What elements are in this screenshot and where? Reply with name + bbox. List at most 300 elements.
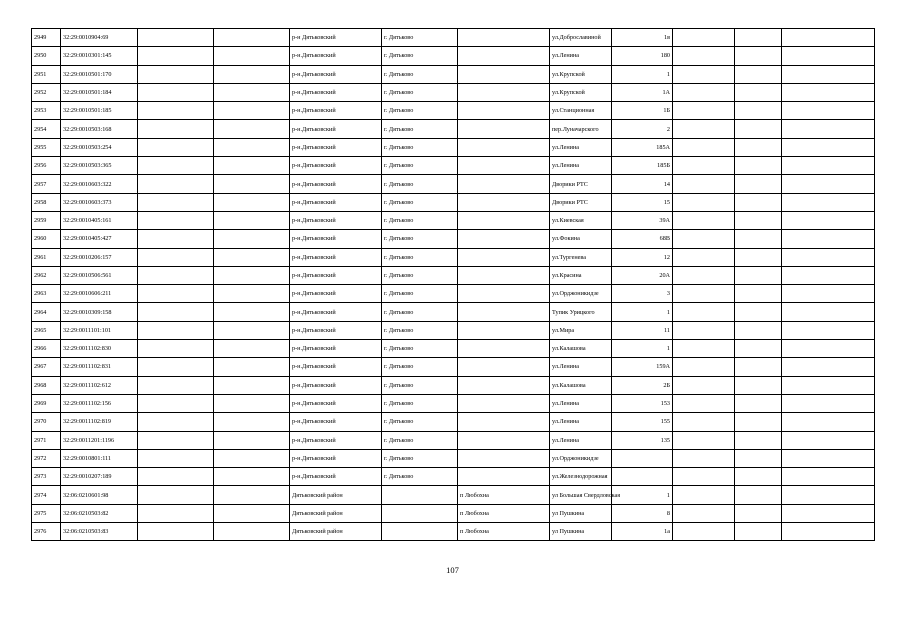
city-cell: г. Дятьково — [382, 285, 458, 303]
empty-cell — [673, 394, 735, 412]
empty-cell — [138, 413, 214, 431]
empty-cell — [735, 449, 782, 467]
city-cell: г. Дятьково — [382, 120, 458, 138]
empty-cell — [735, 413, 782, 431]
table-row — [32, 120, 875, 138]
empty-cell — [673, 486, 735, 504]
empty-cell — [214, 193, 290, 211]
house-number-cell: 68В — [612, 230, 673, 248]
district-cell: р-н.Дятьковский — [290, 431, 382, 449]
settlement-cell — [458, 266, 550, 284]
empty-cell — [214, 65, 290, 83]
empty-cell — [214, 47, 290, 65]
settlement-cell: п Любохна — [458, 504, 550, 522]
house-number-cell: 185Б — [612, 157, 673, 175]
table-row — [32, 340, 875, 358]
row-number-cell: 2968 — [32, 376, 61, 394]
row-number-cell: 2961 — [32, 248, 61, 266]
district-cell: р-н.Дятьковский — [290, 175, 382, 193]
city-cell: г. Дятьково — [382, 193, 458, 211]
settlement-cell: п Любохна — [458, 523, 550, 541]
settlement-cell — [458, 83, 550, 101]
district-cell: р-н.Дятьковский — [290, 266, 382, 284]
street-cell: ул Пушкина — [550, 523, 612, 541]
street-cell: ул.Ленина — [550, 157, 612, 175]
empty-cell — [735, 303, 782, 321]
empty-cell — [735, 340, 782, 358]
city-cell: г. Дятьково — [382, 449, 458, 467]
row-number-cell: 2957 — [32, 175, 61, 193]
city-cell: г. Дятьково — [382, 29, 458, 47]
cadastral-number-cell: 32:29:0010206:157 — [61, 248, 138, 266]
empty-cell — [782, 29, 875, 47]
table-row — [32, 157, 875, 175]
district-cell: р-н.Дятьковский — [290, 358, 382, 376]
cadastral-number-cell: 32:29:0010503:254 — [61, 138, 138, 156]
table-row — [32, 321, 875, 339]
empty-cell — [782, 523, 875, 541]
empty-cell — [138, 376, 214, 394]
empty-cell — [214, 303, 290, 321]
city-cell: г. Дятьково — [382, 211, 458, 229]
district-cell: р-н Дятьковский — [290, 29, 382, 47]
empty-cell — [138, 248, 214, 266]
table-row — [32, 248, 875, 266]
house-number-cell: 11 — [612, 321, 673, 339]
city-cell: г. Дятьково — [382, 175, 458, 193]
empty-cell — [735, 230, 782, 248]
settlement-cell — [458, 230, 550, 248]
row-number-cell: 2962 — [32, 266, 61, 284]
empty-cell — [138, 486, 214, 504]
cadastral-number-cell: 32:06:0210503:83 — [61, 523, 138, 541]
empty-cell — [782, 120, 875, 138]
street-cell: ул.Ленина — [550, 138, 612, 156]
city-cell: г. Дятьково — [382, 138, 458, 156]
city-cell: г. Дятьково — [382, 102, 458, 120]
empty-cell — [782, 65, 875, 83]
empty-cell — [138, 431, 214, 449]
table-row — [32, 303, 875, 321]
empty-cell — [214, 29, 290, 47]
empty-cell — [214, 211, 290, 229]
empty-cell — [735, 193, 782, 211]
row-number-cell: 2954 — [32, 120, 61, 138]
empty-cell — [782, 230, 875, 248]
street-cell: ул.Доброславиной — [550, 29, 612, 47]
empty-cell — [735, 394, 782, 412]
empty-cell — [138, 211, 214, 229]
city-cell: г. Дятьково — [382, 230, 458, 248]
row-number-cell: 2950 — [32, 47, 61, 65]
settlement-cell — [458, 285, 550, 303]
table-row — [32, 449, 875, 467]
street-cell: ул.Железнодорожная — [550, 468, 612, 486]
empty-cell — [673, 523, 735, 541]
district-cell: р-н.Дятьковский — [290, 211, 382, 229]
district-cell: р-н.Дятьковский — [290, 340, 382, 358]
street-cell: Дворики РТС — [550, 193, 612, 211]
empty-cell — [782, 413, 875, 431]
district-cell: Дятьковский район — [290, 504, 382, 522]
empty-cell — [782, 376, 875, 394]
settlement-cell — [458, 193, 550, 211]
city-cell: г. Дятьково — [382, 266, 458, 284]
row-number-cell: 2949 — [32, 29, 61, 47]
empty-cell — [138, 358, 214, 376]
row-number-cell: 2976 — [32, 523, 61, 541]
empty-cell — [214, 248, 290, 266]
empty-cell — [782, 47, 875, 65]
district-cell: р-н.Дятьковский — [290, 102, 382, 120]
street-cell: ул.Красина — [550, 266, 612, 284]
cadastral-number-cell: 32:29:0011102:831 — [61, 358, 138, 376]
district-cell: р-н.Дятьковский — [290, 285, 382, 303]
empty-cell — [673, 321, 735, 339]
city-cell: г. Дятьково — [382, 83, 458, 101]
city-cell: г. Дятьково — [382, 47, 458, 65]
empty-cell — [214, 413, 290, 431]
empty-cell — [673, 504, 735, 522]
house-number-cell: 185А — [612, 138, 673, 156]
empty-cell — [673, 211, 735, 229]
cadastral-number-cell: 32:06:0210503:82 — [61, 504, 138, 522]
table-row — [32, 211, 875, 229]
house-number-cell: 1 — [612, 65, 673, 83]
city-cell: г. Дятьково — [382, 65, 458, 83]
cadastral-number-cell: 32:29:0010904:69 — [61, 29, 138, 47]
table-row — [32, 193, 875, 211]
table-row — [32, 431, 875, 449]
empty-cell — [673, 358, 735, 376]
settlement-cell — [458, 449, 550, 467]
table-row — [32, 230, 875, 248]
house-number-cell: 155 — [612, 413, 673, 431]
row-number-cell: 2956 — [32, 157, 61, 175]
empty-cell — [214, 486, 290, 504]
row-number-cell: 2959 — [32, 211, 61, 229]
district-cell: р-н.Дятьковский — [290, 321, 382, 339]
house-number-cell: 2Б — [612, 376, 673, 394]
empty-cell — [782, 358, 875, 376]
row-number-cell: 2972 — [32, 449, 61, 467]
settlement-cell — [458, 468, 550, 486]
district-cell: р-н.Дятьковский — [290, 394, 382, 412]
empty-cell — [138, 120, 214, 138]
settlement-cell — [458, 340, 550, 358]
empty-cell — [138, 65, 214, 83]
empty-cell — [673, 285, 735, 303]
cadastral-number-cell: 32:29:0010309:158 — [61, 303, 138, 321]
cadastral-number-cell: 32:29:0010405:161 — [61, 211, 138, 229]
cadastral-number-cell: 32:29:0010506:561 — [61, 266, 138, 284]
empty-cell — [138, 468, 214, 486]
house-number-cell: 1Б — [612, 102, 673, 120]
empty-cell — [138, 340, 214, 358]
city-cell — [382, 523, 458, 541]
table-row — [32, 29, 875, 47]
settlement-cell — [458, 120, 550, 138]
row-number-cell: 2963 — [32, 285, 61, 303]
district-cell: р-н.Дятьковский — [290, 468, 382, 486]
cadastral-number-cell: 32:29:0010405:427 — [61, 230, 138, 248]
empty-cell — [673, 248, 735, 266]
district-cell: р-н.Дятьковский — [290, 157, 382, 175]
empty-cell — [673, 266, 735, 284]
cadastral-number-cell: 32:06:0210601:98 — [61, 486, 138, 504]
empty-cell — [735, 29, 782, 47]
empty-cell — [214, 175, 290, 193]
cadastral-number-cell: 32:29:0011201:1196 — [61, 431, 138, 449]
empty-cell — [138, 230, 214, 248]
empty-cell — [214, 504, 290, 522]
empty-cell — [138, 321, 214, 339]
empty-cell — [214, 120, 290, 138]
city-cell: г. Дятьково — [382, 413, 458, 431]
cadastral-number-cell: 32:29:0010606:211 — [61, 285, 138, 303]
empty-cell — [735, 138, 782, 156]
settlement-cell — [458, 175, 550, 193]
table-row — [32, 376, 875, 394]
settlement-cell — [458, 321, 550, 339]
empty-cell — [214, 376, 290, 394]
district-cell: р-н.Дятьковский — [290, 193, 382, 211]
empty-cell — [138, 193, 214, 211]
house-number-cell: 1в — [612, 29, 673, 47]
empty-cell — [735, 83, 782, 101]
empty-cell — [673, 230, 735, 248]
table-row — [32, 102, 875, 120]
settlement-cell — [458, 29, 550, 47]
empty-cell — [214, 102, 290, 120]
empty-cell — [138, 83, 214, 101]
street-cell: ул.Фокина — [550, 230, 612, 248]
district-cell: р-н.Дятьковский — [290, 83, 382, 101]
street-cell: Дворики РТС — [550, 175, 612, 193]
empty-cell — [782, 303, 875, 321]
district-cell: р-н.Дятьковский — [290, 376, 382, 394]
registry-table — [31, 28, 875, 541]
registry-table-body — [32, 29, 875, 541]
city-cell: г. Дятьково — [382, 157, 458, 175]
empty-cell — [735, 486, 782, 504]
settlement-cell — [458, 47, 550, 65]
district-cell: р-н.Дятьковский — [290, 248, 382, 266]
house-number-cell: 8 — [612, 504, 673, 522]
district-cell: Дятьковский район — [290, 523, 382, 541]
settlement-cell — [458, 413, 550, 431]
empty-cell — [673, 413, 735, 431]
empty-cell — [214, 230, 290, 248]
page-number: 107 — [446, 565, 459, 575]
empty-cell — [735, 468, 782, 486]
settlement-cell — [458, 157, 550, 175]
empty-cell — [782, 248, 875, 266]
street-cell: ул.Мира — [550, 321, 612, 339]
row-number-cell: 2964 — [32, 303, 61, 321]
empty-cell — [673, 449, 735, 467]
empty-cell — [673, 468, 735, 486]
empty-cell — [782, 340, 875, 358]
empty-cell — [138, 138, 214, 156]
empty-cell — [138, 523, 214, 541]
cadastral-number-cell: 32:29:0010501:170 — [61, 65, 138, 83]
city-cell: г. Дятьково — [382, 248, 458, 266]
settlement-cell — [458, 102, 550, 120]
empty-cell — [782, 175, 875, 193]
street-cell: ул.Калашова — [550, 340, 612, 358]
table-row — [32, 266, 875, 284]
house-number-cell: 39А — [612, 211, 673, 229]
empty-cell — [214, 321, 290, 339]
table-row — [32, 47, 875, 65]
empty-cell — [138, 449, 214, 467]
empty-cell — [138, 157, 214, 175]
empty-cell — [673, 120, 735, 138]
row-number-cell: 2970 — [32, 413, 61, 431]
house-number-cell — [612, 468, 673, 486]
empty-cell — [673, 83, 735, 101]
empty-cell — [214, 431, 290, 449]
house-number-cell: 1А — [612, 83, 673, 101]
empty-cell — [782, 285, 875, 303]
empty-cell — [735, 211, 782, 229]
cadastral-number-cell: 32:29:0010301:145 — [61, 47, 138, 65]
settlement-cell — [458, 358, 550, 376]
city-cell — [382, 486, 458, 504]
empty-cell — [782, 193, 875, 211]
district-cell: р-н.Дятьковский — [290, 303, 382, 321]
street-cell: ул.Крупской — [550, 83, 612, 101]
table-row — [32, 468, 875, 486]
empty-cell — [673, 65, 735, 83]
empty-cell — [735, 248, 782, 266]
cadastral-number-cell: 32:29:0010207:189 — [61, 468, 138, 486]
empty-cell — [138, 175, 214, 193]
table-row — [32, 83, 875, 101]
street-cell: ул Большая Свердловская — [550, 486, 612, 504]
street-cell: ул.Станционная — [550, 102, 612, 120]
row-number-cell: 2971 — [32, 431, 61, 449]
empty-cell — [673, 376, 735, 394]
table-row — [32, 65, 875, 83]
empty-cell — [735, 321, 782, 339]
row-number-cell: 2969 — [32, 394, 61, 412]
street-cell: ул.Орджоникидзе — [550, 285, 612, 303]
settlement-cell: п Любохна — [458, 486, 550, 504]
settlement-cell — [458, 431, 550, 449]
empty-cell — [214, 394, 290, 412]
house-number-cell: 1 — [612, 303, 673, 321]
empty-cell — [673, 47, 735, 65]
empty-cell — [735, 47, 782, 65]
settlement-cell — [458, 376, 550, 394]
empty-cell — [214, 468, 290, 486]
city-cell: г. Дятьково — [382, 431, 458, 449]
house-number-cell: 14 — [612, 175, 673, 193]
row-number-cell: 2960 — [32, 230, 61, 248]
cadastral-number-cell: 32:29:0011102:819 — [61, 413, 138, 431]
house-number-cell: 135 — [612, 431, 673, 449]
cadastral-number-cell: 32:29:0010503:365 — [61, 157, 138, 175]
house-number-cell: 12 — [612, 248, 673, 266]
house-number-cell: 159А — [612, 358, 673, 376]
empty-cell — [782, 157, 875, 175]
city-cell: г. Дятьково — [382, 303, 458, 321]
empty-cell — [782, 102, 875, 120]
empty-cell — [782, 266, 875, 284]
empty-cell — [673, 303, 735, 321]
street-cell: пер.Луначарского — [550, 120, 612, 138]
empty-cell — [735, 523, 782, 541]
empty-cell — [138, 47, 214, 65]
district-cell: р-н.Дятьковский — [290, 47, 382, 65]
street-cell: ул.Киевская — [550, 211, 612, 229]
empty-cell — [214, 358, 290, 376]
city-cell: г. Дятьково — [382, 394, 458, 412]
empty-cell — [138, 394, 214, 412]
table-row — [32, 138, 875, 156]
empty-cell — [782, 486, 875, 504]
empty-cell — [138, 102, 214, 120]
empty-cell — [138, 504, 214, 522]
empty-cell — [214, 449, 290, 467]
empty-cell — [735, 431, 782, 449]
empty-cell — [782, 321, 875, 339]
empty-cell — [735, 175, 782, 193]
street-cell: ул.Калашова — [550, 376, 612, 394]
empty-cell — [214, 523, 290, 541]
empty-cell — [214, 266, 290, 284]
empty-cell — [673, 29, 735, 47]
house-number-cell: 20А — [612, 266, 673, 284]
cadastral-number-cell: 32:29:0010603:373 — [61, 193, 138, 211]
table-row — [32, 413, 875, 431]
table-row — [32, 523, 875, 541]
empty-cell — [214, 157, 290, 175]
table-row — [32, 394, 875, 412]
city-cell: г. Дятьково — [382, 358, 458, 376]
house-number-cell: 1а — [612, 523, 673, 541]
street-cell: ул.Орджоникидзе — [550, 449, 612, 467]
empty-cell — [735, 102, 782, 120]
empty-cell — [735, 157, 782, 175]
row-number-cell: 2951 — [32, 65, 61, 83]
table-row — [32, 285, 875, 303]
empty-cell — [782, 83, 875, 101]
cadastral-number-cell: 32:29:0011102:156 — [61, 394, 138, 412]
settlement-cell — [458, 65, 550, 83]
table-row — [32, 504, 875, 522]
empty-cell — [782, 449, 875, 467]
street-cell: ул.Крупской — [550, 65, 612, 83]
empty-cell — [735, 266, 782, 284]
house-number-cell — [612, 449, 673, 467]
city-cell: г. Дятьково — [382, 340, 458, 358]
empty-cell — [214, 285, 290, 303]
row-number-cell: 2974 — [32, 486, 61, 504]
district-cell: р-н.Дятьковский — [290, 120, 382, 138]
empty-cell — [735, 376, 782, 394]
empty-cell — [138, 303, 214, 321]
street-cell: ул.Тургенева — [550, 248, 612, 266]
settlement-cell — [458, 248, 550, 266]
house-number-cell: 15 — [612, 193, 673, 211]
district-cell: Дятьковский район — [290, 486, 382, 504]
cadastral-number-cell: 32:29:0011102:830 — [61, 340, 138, 358]
empty-cell — [673, 102, 735, 120]
empty-cell — [782, 394, 875, 412]
